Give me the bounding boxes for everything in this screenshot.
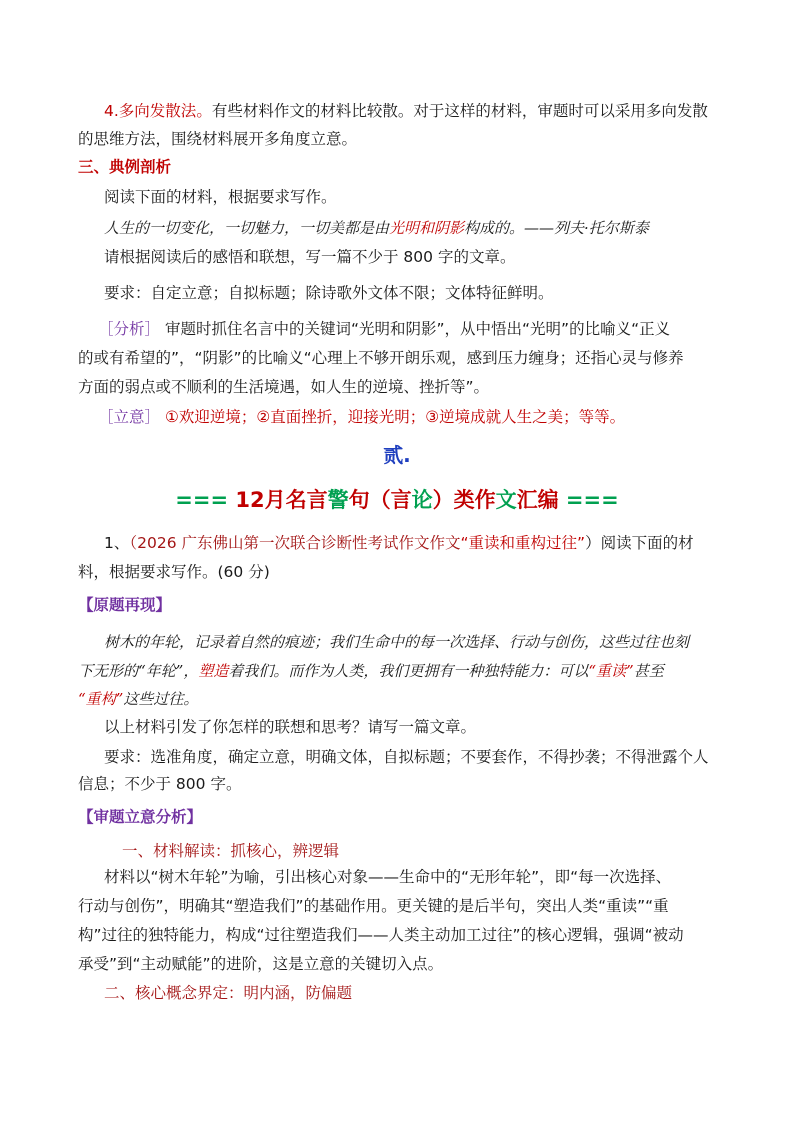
analysis-heading: 【审题立意分析】 <box>78 808 203 826</box>
origin-req2: 信息；不少于 800 字。 <box>78 775 242 793</box>
example-prompt: 请根据阅读后的感悟和联想，写一篇不少于 800 字的文章。 <box>104 248 516 266</box>
q1-line2: 料，根据要求写作。(60 分) <box>78 563 270 581</box>
title-seg-ju: 句 <box>348 488 370 512</box>
title-seg-12: 12 <box>235 488 265 512</box>
para1-line2: 行动与创伤”，明确其“塑造我们”的基础作用。更关键的是后半句，突出人类“重读”“重 <box>78 897 669 915</box>
title-seg-yan: 言 <box>306 488 328 512</box>
analysis-label: ［分析］ <box>98 320 161 338</box>
method4-line1 <box>104 100 708 122</box>
para1-line3: 构”过往的独特能力，构成“过往塑造我们——人类主动加工过往”的核心逻辑，强调“被动 <box>78 926 684 944</box>
idea-line <box>98 406 625 428</box>
title-seg-hui: 汇 <box>516 488 538 512</box>
title-seg-bian: 编 <box>537 488 559 512</box>
method4-name: 多向发散法 <box>118 102 197 120</box>
origin-line1: 树木的年轮，记录着自然的痕迹；我们生命中的每一次选择、行动与创伤，这些过往也刻 <box>104 633 690 651</box>
q1-line1 <box>104 532 694 554</box>
origin-line2 <box>78 660 664 682</box>
origin-heading: 【原题再现】 <box>78 596 172 614</box>
method4-dot: 。 <box>196 102 212 120</box>
title-suffix: === <box>558 488 619 512</box>
analysis-line2: 的或有希望的”，“阴影”的比喻义“心理上不够开朗乐观，感到压力缠身；还指心灵与修养 <box>78 349 684 367</box>
section3-heading: 三、典例剖析 <box>78 158 172 176</box>
title-seg-rpar: ） <box>432 488 454 512</box>
title-seg-ming: 名 <box>285 488 307 512</box>
origin-line3 <box>78 688 198 710</box>
example-instruction: 阅读下面的材料，根据要求写作。 <box>104 188 337 206</box>
part2-label: 贰. <box>383 443 411 467</box>
para1-line4: 承受”到“主动赋能”的进阶，这是立意的关键切入点。 <box>78 955 444 973</box>
origin-line2-c: 甚至 <box>633 662 664 680</box>
origin-prompt: 以上材料引发了你怎样的联想和思考？请写一篇文章。 <box>104 718 477 736</box>
analysis-text1: 审题时抓住名言中的关键词“光明和阴影”，从中悟出“光明”的比喻义“正义 <box>160 320 671 338</box>
title-seg-lpar: （ <box>369 488 391 512</box>
method4-text2: 的思维方法，围绕材料展开多角度立意。 <box>78 130 358 148</box>
title-seg-yue: 月 <box>264 488 286 512</box>
analysis-line3: 方面的弱点或不顺利的生活境遇，如人生的逆境、挫折等”。 <box>78 378 490 396</box>
origin-line3-b: 这些过往。 <box>123 690 199 708</box>
subheading-2: 二、核心概念界定：明内涵，防偏题 <box>104 984 353 1002</box>
quote-part-a: 人生的一切变化，一切魅力，一切美都是由 <box>104 219 390 237</box>
idea-text: ①欢迎逆境；②直面挫折，迎接光明；③逆境成就人生之美；等等。 <box>160 408 626 426</box>
title-seg-jing: 警 <box>327 488 349 512</box>
q1-source-a: （2026 广东佛山第一次联合诊断性考试作文作文 <box>129 534 461 552</box>
part2-title <box>0 486 794 514</box>
origin-keyword-shape: 塑造 <box>198 662 229 680</box>
subheading-1: 一、材料解读：抓核心，辨逻辑 <box>122 842 340 860</box>
origin-keyword-reconstruct: “重构” <box>78 690 124 708</box>
method4-number: 4. <box>104 102 119 120</box>
quote-part-b: 构成的。——列夫·托尔斯泰 <box>464 219 649 237</box>
origin-line2-b: 着我们。而作为人类，我们更拥有一种独特能力：可以 <box>228 662 589 680</box>
title-seg-zuo: 作 <box>474 488 496 512</box>
origin-keyword-reread: “重读” <box>588 662 634 680</box>
example-requirements: 要求：自定立意；自拟标题；除诗歌外文体不限；文体特征鲜明。 <box>104 284 554 302</box>
title-seg-yan2: 言 <box>390 488 412 512</box>
para1-line1: 材料以“树木年轮”为喻，引出核心对象——生命中的“无形年轮”，即“每一次选择、 <box>104 868 672 886</box>
quote-keyword: 光明和阴影 <box>389 219 465 237</box>
idea-label: ［立意］ <box>98 408 161 426</box>
origin-line2-a: 下无形的“年轮”， <box>78 662 199 680</box>
q1-number: 1、 <box>104 534 130 552</box>
title-seg-lun: 论 <box>411 488 433 512</box>
title-prefix: === <box>175 488 236 512</box>
title-seg-lei: 类 <box>453 488 475 512</box>
example-quote <box>104 217 649 239</box>
origin-req1: 要求：选准角度，确定立意，明确文体，自拟标题；不要套作，不得抄袭；不得泄露个人 <box>104 748 709 766</box>
q1-source-title: “重读和重构过往” <box>460 534 586 552</box>
q1-source-c: ）阅读下面的材 <box>585 534 694 552</box>
method4-text1: 有些材料作文的材料比较散。对于这样的材料，审题时可以采用多向发散 <box>211 102 708 120</box>
title-seg-wen: 文 <box>495 488 517 512</box>
analysis-line1 <box>98 318 670 340</box>
